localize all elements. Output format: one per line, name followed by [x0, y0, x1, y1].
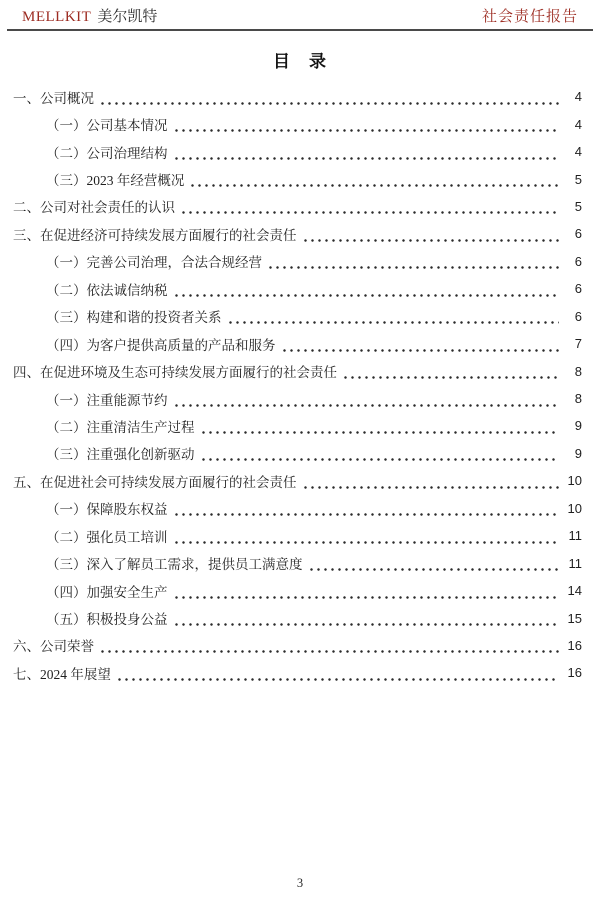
toc-page-number: 7	[574, 336, 582, 352]
toc-page-number: 4	[574, 116, 582, 132]
toc-page-number: 4	[574, 144, 582, 160]
toc-page-number: 6	[574, 253, 582, 269]
toc-entry-label: （三）深入了解员工需求，提供员工满意度	[46, 557, 303, 573]
toc-entry-label: （二）强化员工培训	[46, 529, 168, 545]
toc-page-number: 14	[567, 583, 582, 599]
toc-entry[interactable]	[13, 632, 582, 659]
toc-entry-label: 四、在促进环境及生态可持续发展方面履行的社会责任	[13, 365, 337, 381]
toc-entry[interactable]	[13, 220, 582, 247]
toc-page-number: 8	[574, 391, 582, 407]
toc-entry-label: （三）注重强化创新驱动	[46, 447, 195, 463]
toc-entry[interactable]	[13, 522, 582, 549]
report-title: 社会责任报告	[481, 9, 578, 25]
toc-entry-label: （五）积极投身公益	[46, 612, 168, 628]
brand	[22, 8, 157, 26]
dot-leader	[173, 505, 560, 517]
page-header	[0, 0, 600, 26]
toc-entry[interactable]	[13, 138, 582, 165]
toc-entry-label: （二）注重清洁生产过程	[46, 419, 195, 435]
dot-leader	[267, 258, 559, 270]
dot-leader	[173, 588, 560, 600]
toc-entry[interactable]	[13, 275, 582, 302]
toc-list	[0, 81, 600, 687]
toc-page-number: 15	[567, 610, 582, 626]
dot-leader	[99, 94, 559, 106]
toc-entry[interactable]	[13, 385, 582, 412]
toc-entry[interactable]	[13, 659, 582, 686]
toc-page-number: 5	[574, 198, 582, 214]
page-footer	[0, 876, 600, 891]
dot-leader	[116, 670, 559, 682]
footer-page-number: 3	[296, 876, 304, 890]
dot-leader	[200, 423, 560, 435]
dot-leader	[173, 533, 560, 545]
toc-entry[interactable]	[13, 412, 582, 439]
toc-entry[interactable]	[13, 83, 582, 110]
toc-entry[interactable]	[13, 577, 582, 604]
toc-page-number: 16	[567, 665, 582, 681]
toc-entry-label: （四）加强安全生产	[46, 584, 168, 600]
toc-entry[interactable]	[13, 549, 582, 576]
toc-entry[interactable]	[13, 165, 582, 192]
toc-entry-label: 六、公司荣誉	[13, 639, 94, 655]
toc-page-number: 9	[574, 445, 582, 461]
dot-leader	[281, 341, 560, 353]
brand-name-chinese: 美尔凯特	[97, 9, 158, 25]
toc-entry[interactable]	[13, 440, 582, 467]
dot-leader	[99, 642, 559, 654]
toc-entry-label: （三）构建和谐的投资者关系	[46, 310, 222, 326]
toc-entry[interactable]	[13, 248, 582, 275]
toc-entry-label: （四）为客户提供高质量的产品和服务	[46, 337, 276, 353]
brand-logo-text: MELLKIT	[22, 9, 92, 25]
dot-leader	[342, 368, 559, 380]
toc-page-number: 5	[574, 171, 582, 187]
dot-leader	[180, 203, 559, 215]
dot-leader	[200, 450, 560, 462]
toc-entry[interactable]	[13, 467, 582, 494]
dot-leader	[302, 231, 560, 243]
toc-page-number: 16	[567, 637, 582, 653]
toc-page-number: 6	[574, 308, 582, 324]
toc-entry-label: （一）注重能源节约	[46, 392, 168, 408]
toc-page-number: 4	[574, 89, 582, 105]
toc-entry[interactable]	[13, 303, 582, 330]
dot-leader	[173, 396, 560, 408]
toc-entry-label: 二、公司对社会责任的认识	[13, 200, 175, 216]
dot-leader	[302, 478, 560, 490]
toc-page-number: 11	[568, 555, 582, 571]
toc-page-number: 9	[574, 418, 582, 434]
toc-entry-label: （二）依法诚信纳税	[46, 282, 168, 298]
toc-entry-label: （一）完善公司治理，合法合规经营	[46, 255, 262, 271]
page-title: 目 录	[273, 52, 327, 71]
toc-page-number: 10	[567, 473, 582, 489]
toc-page-number: 6	[574, 226, 582, 242]
dot-leader	[173, 615, 560, 627]
toc-entry-label: （三）2023 年经营概况	[46, 173, 185, 189]
dot-leader	[227, 313, 560, 325]
toc-entry[interactable]	[13, 110, 582, 137]
toc-page-number: 10	[567, 500, 582, 516]
toc-entry[interactable]	[13, 330, 582, 357]
toc-entry[interactable]	[13, 357, 582, 384]
dot-leader	[173, 121, 560, 133]
toc-entry-label: 一、公司概况	[13, 90, 94, 106]
toc-page-number: 11	[568, 528, 582, 544]
toc-entry-label: 七、2024 年展望	[13, 666, 111, 682]
toc-entry-label: （一）保障股东权益	[46, 502, 168, 518]
toc-entry-label: （二）公司治理结构	[46, 145, 168, 161]
dot-leader	[173, 149, 560, 161]
dot-leader	[173, 286, 560, 298]
toc-entry-label: 五、在促进社会可持续发展方面履行的社会责任	[13, 474, 297, 490]
toc-entry[interactable]	[13, 193, 582, 220]
toc-entry[interactable]	[13, 495, 582, 522]
toc-page-number: 6	[574, 281, 582, 297]
dot-leader	[308, 560, 560, 572]
header-divider	[7, 29, 593, 31]
toc-entry-label: （一）公司基本情况	[46, 118, 168, 134]
toc-page-number: 8	[574, 363, 582, 379]
toc-entry[interactable]	[13, 604, 582, 631]
dot-leader	[189, 176, 559, 188]
toc-entry-label: 三、在促进经济可持续发展方面履行的社会责任	[13, 227, 297, 243]
